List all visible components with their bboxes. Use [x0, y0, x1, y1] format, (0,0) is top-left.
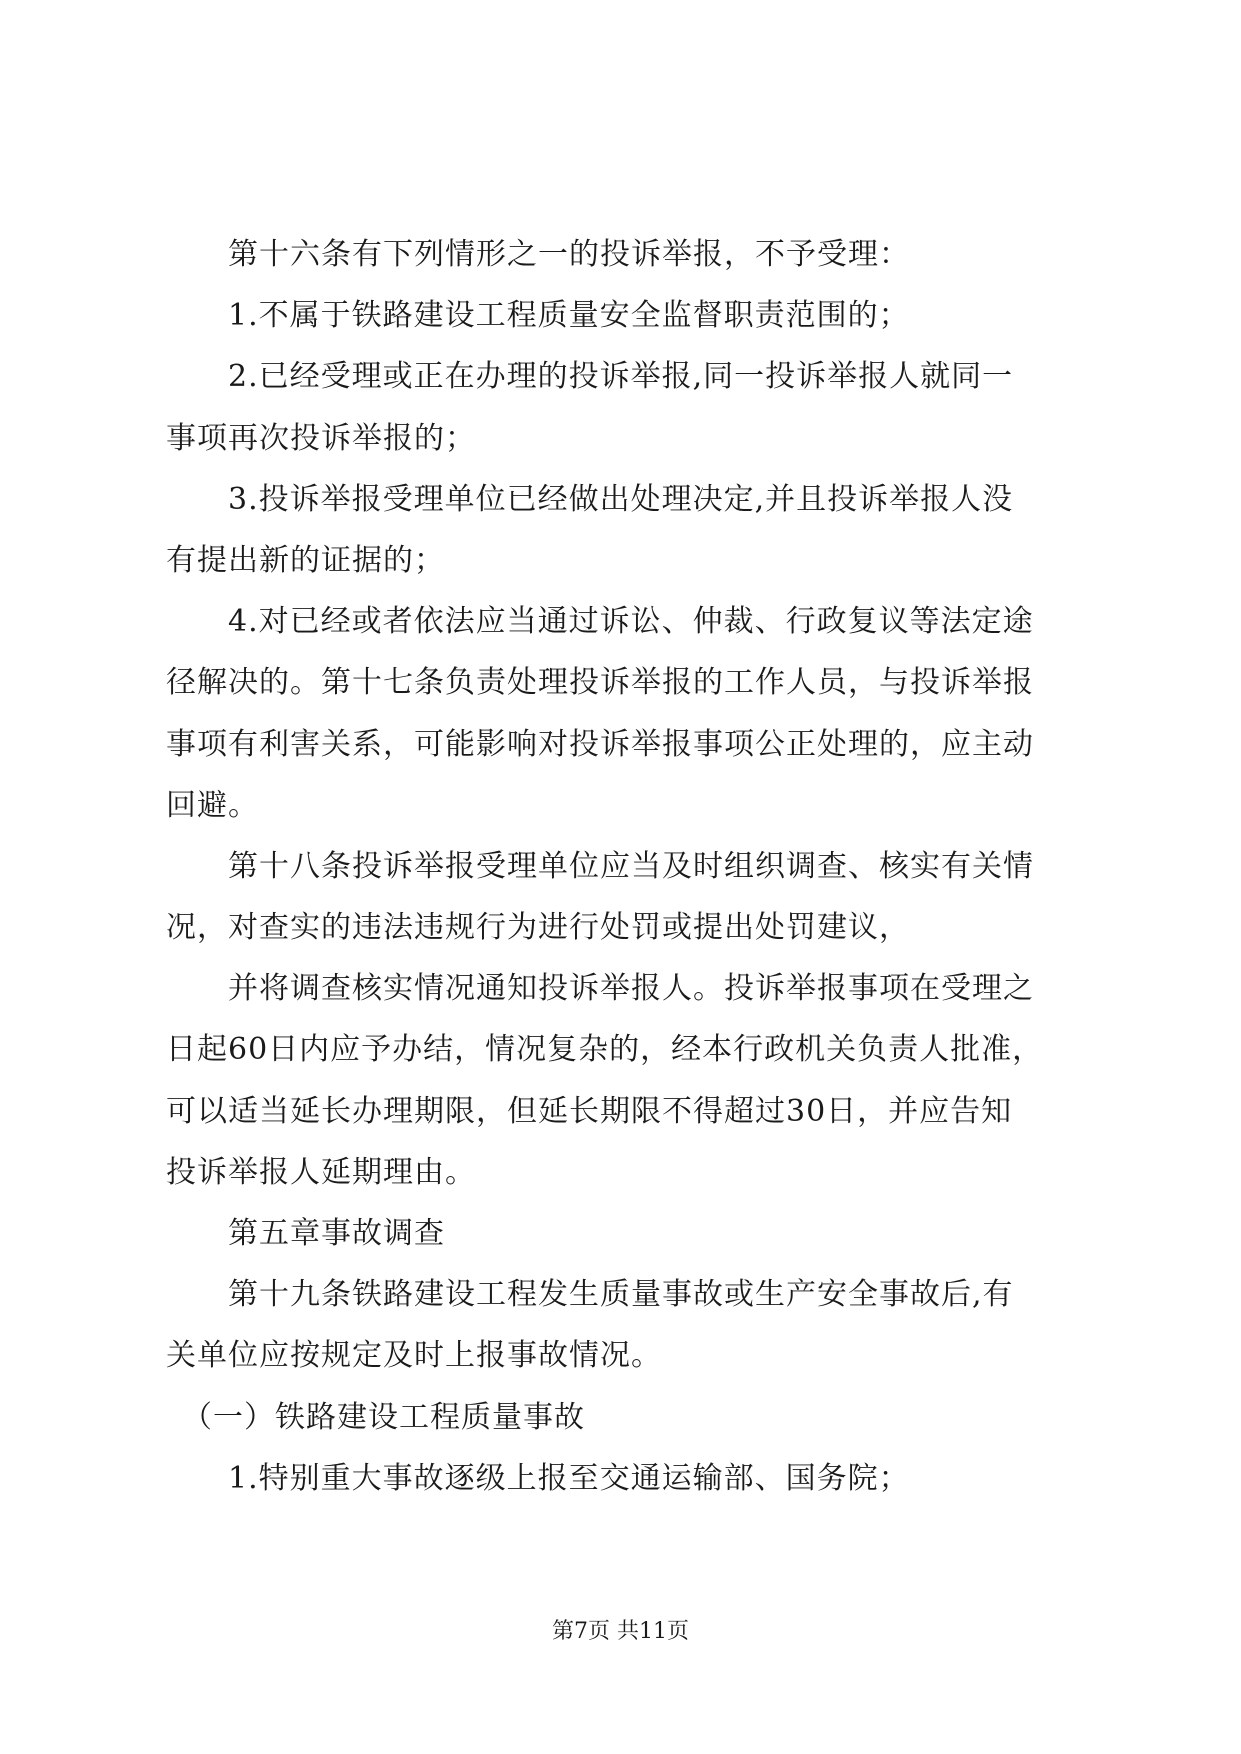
text-line: 有提出新的证据的； [166, 542, 445, 578]
text-line: 1.特别重大事故逐级上报至交通运输部、国务院； [166, 1460, 910, 1496]
text-line: 关单位应按规定及时上报事故情况。 [166, 1338, 662, 1374]
text-line: 1.不属于铁路建设工程质量安全监督职责范围的； [166, 298, 910, 334]
body-text [166, 224, 1086, 1509]
text-line: 并将调查核实情况通知投诉举报人。投诉举报事项在受理之 [166, 971, 1034, 1007]
text-line: 可以适当延长办理期限，但延长期限不得超过30日，并应告知 [166, 1093, 1013, 1129]
text-line: 第五章事故调查 [166, 1216, 445, 1251]
text-line: 3.投诉举报受理单位已经做出处理决定,并且投诉举报人没 [166, 481, 1014, 517]
text-line: 径解决的。第十七条负责处理投诉举报的工作人员，与投诉举报 [166, 665, 1034, 701]
text-line: （一）铁路建设工程质量事故 [166, 1399, 585, 1435]
text-line: 日起60日内应予办结，情况复杂的，经本行政机关负责人批准， [166, 1032, 1044, 1068]
text-line: 第十九条铁路建设工程发生质量事故或生产安全事故后,有 [166, 1277, 1014, 1313]
text-line: 第十六条有下列情形之一的投诉举报，不予受理： [166, 237, 910, 272]
page-footer: 第7页 共11页 [552, 1619, 689, 1644]
text-line: 况，对查实的违法违规行为进行处罚或提出处罚建议， [166, 910, 910, 946]
text-line: 回避。 [166, 787, 259, 823]
text-line: 2.已经受理或正在办理的投诉举报,同一投诉举报人就同一 [166, 359, 1014, 395]
text-line: 第十八条投诉举报受理单位应当及时组织调查、核实有关情 [166, 848, 1034, 884]
text-line: 事项再次投诉举报的； [166, 420, 476, 456]
text-line: 投诉举报人延期理由。 [166, 1154, 476, 1190]
text-line: 4.对已经或者依法应当通过诉讼、仲裁、行政复议等法定途 [166, 604, 1034, 640]
text-line: 事项有利害关系，可能影响对投诉举报事项公正处理的，应主动 [166, 726, 1034, 762]
